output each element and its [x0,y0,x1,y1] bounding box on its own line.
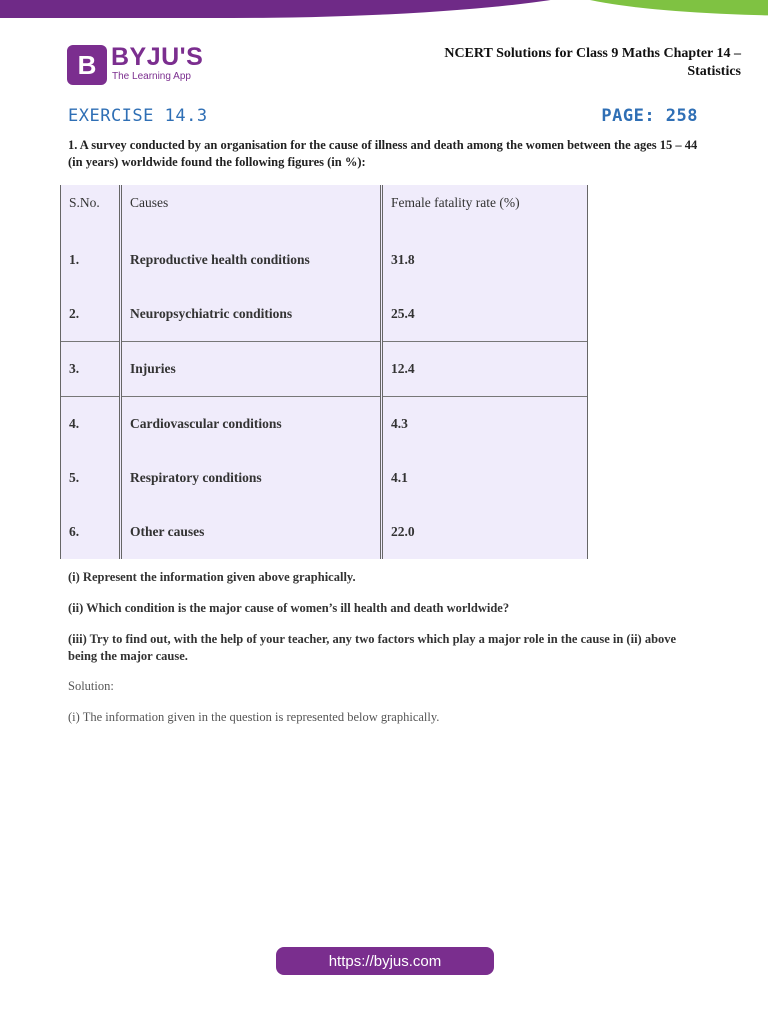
cell-cause: Other causes [121,505,382,559]
table-row [61,233,588,287]
cell-rate: 12.4 [382,342,588,397]
cell-rate: 31.8 [382,233,588,287]
sub-question-ii: (ii) Which condition is the major cause of women’s ill health and death worldwide? [68,601,510,615]
cell-sno: 6. [61,505,121,559]
fatality-table [60,185,588,559]
document-title-line1: NCERT Solutions for Class 9 Maths Chapter 14 – [444,46,741,61]
cell-sno: 4. [61,397,121,452]
cell-cause: Injuries [121,342,382,397]
logo-tagline: The Learning App [112,71,191,82]
sub-question-i: (i) Represent the information given above graphically. [68,570,356,584]
question-text: 1. A survey conducted by an organisation for the cause of illness and death among the women between the ages 15 – 44 (in years) worldwide found the following figures (in %): [68,138,698,169]
byjus-logo [67,45,237,87]
cell-cause: Neuropsychiatric conditions [121,287,382,342]
header-rate: Female fatality rate (%) [382,185,588,233]
table-row [61,397,588,452]
table-row [61,451,588,505]
cell-sno: 3. [61,342,121,397]
table-header-row [61,185,588,233]
cell-rate: 25.4 [382,287,588,342]
document-title-line2: Statistics [687,64,741,79]
cell-cause: Cardiovascular conditions [121,397,382,452]
cell-rate: 22.0 [382,505,588,559]
footer-url-link[interactable] [276,947,494,975]
sub-question-iii: (iii) Try to find out, with the help of your teacher, any two factors which play a major role in the cause in (ii) above being the major cause. [68,632,677,663]
table-row [61,287,588,342]
purple-band [0,0,640,18]
cell-sno: 2. [61,287,121,342]
footer-url-text: https://byjus.com [328,952,442,970]
exercise-label: EXERCISE 14.3 [68,106,208,126]
solution-label: Solution: [68,679,114,693]
document-title [381,45,741,81]
logo-name: BYJU'S [111,43,204,71]
cell-cause: Respiratory conditions [121,451,382,505]
cell-sno: 5. [61,451,121,505]
cell-sno: 1. [61,233,121,287]
logo-letter: B [77,49,97,80]
cell-cause: Reproductive health conditions [121,233,382,287]
top-decorative-band [0,0,768,26]
page-number: PAGE: 258 [601,106,698,126]
header-sno: S.No. [61,185,121,233]
header-causes: Causes [121,185,382,233]
cell-rate: 4.1 [382,451,588,505]
green-band [560,0,768,16]
logo-mark [67,45,107,85]
solution-text: (i) The information given in the question is represented below graphically. [68,710,440,724]
cell-rate: 4.3 [382,397,588,452]
table-row [61,342,588,397]
table-row [61,505,588,559]
